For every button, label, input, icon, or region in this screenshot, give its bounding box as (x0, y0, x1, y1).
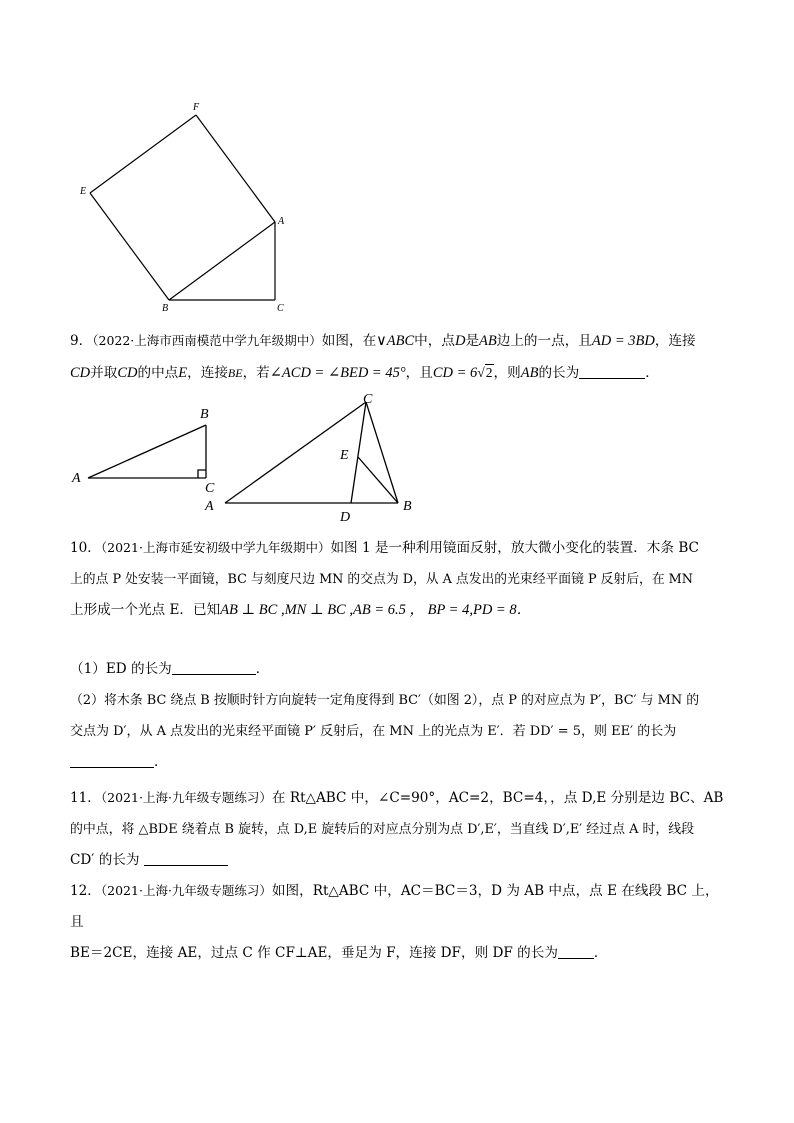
q11-source: （2021·上海·九年级专题练习） (100, 790, 272, 805)
q10-text: ． (154, 754, 168, 770)
label-E: E (340, 448, 349, 463)
q9-sqrt-radicand: 2 (485, 365, 493, 380)
q10-sub2-text: 交点为 D′，从 A 点发出的光束经平面镜 P′ 反射后，在 MN 上的光点为 E′．若 DD′ = 5，则 EE′ 的长为 (70, 724, 677, 739)
q9-line-1 (70, 325, 726, 357)
q9-equation: CD = 6 (432, 365, 478, 381)
q10-sub-2-line-2 (70, 716, 726, 747)
q9-text: ，连接 (654, 333, 696, 349)
square-lines (90, 115, 275, 300)
q10-sub-1 (70, 654, 726, 685)
q11-text: CD′ 的长为 (70, 852, 140, 868)
q9-text: ，连接 (187, 365, 228, 381)
q9-var: AB (520, 365, 539, 381)
q10-sub2-answer-blank[interactable] (70, 753, 154, 768)
q10-given: AB ⊥ BC ,MN ⊥ BC ,AB = 6.5 ， BP = 4,PD = 8． (220, 602, 532, 618)
q10-sub1-answer-blank[interactable] (172, 660, 256, 675)
label-A: A (205, 499, 214, 514)
q9-sqrt: √2 (477, 365, 493, 380)
q11-line-1 (70, 782, 726, 814)
label-D: D (340, 510, 351, 525)
q10-number: 10． (70, 540, 101, 556)
q9-text: 边上的一点，且 (496, 333, 592, 349)
q12-line-1 (70, 875, 726, 938)
q12-text: 如图，Rt△ABC 中，AC＝BC＝3，D 为 AB 中点，点 E 在线段 BC 上，且 (70, 883, 719, 930)
label-C: C (205, 481, 215, 496)
q9-text: 的中点 (137, 365, 179, 381)
q12-answer-blank[interactable] (558, 944, 594, 959)
q9-triangle: ∨ABC (376, 333, 415, 349)
question-9 (70, 325, 726, 389)
q9-var: D (454, 333, 466, 349)
q10-sub-2 (70, 685, 726, 716)
q10-text: 上的点 P 处安装一平面镜，BC 与刻度尺边 MN 的交点为 D，从 A 点发出的光束经平面镜 P 反射后，在 MN (70, 572, 693, 587)
label-B: B (200, 407, 209, 422)
label-C: C (363, 392, 373, 407)
q11-text: 在 Rt△ABC 中，∠C=90°，AC=2，BC=4，，点 D,E 分别是边 BC、AB (271, 790, 724, 806)
label-A: A (278, 216, 285, 227)
q9-text: 的长为 (538, 365, 580, 381)
q10-sub1-text: （1）ED 的长为 (70, 661, 172, 677)
q10-sub2-text: （2）将木条 BC 绕点 B 按顺时针方向旋转一定角度得到 BC′（如图 2），点 P 的对应点为 P′，BC′ 与 MN 的 (70, 693, 700, 708)
q10-text: 如图 1 是一种利用镜面反射，放大微小变化的装置．木条 BC (330, 540, 699, 556)
q12-text: ． (593, 945, 608, 961)
question-10 (70, 532, 726, 778)
q9-source: （2022·上海市西南模范中学九年级期中） (92, 333, 322, 348)
label-E: E (80, 186, 87, 197)
q9-answer-blank[interactable] (579, 364, 645, 379)
q9-var: BE (227, 366, 243, 380)
q10-text: 上形成一个光点 E．已知 (70, 602, 221, 618)
label-B: B (403, 499, 412, 514)
q9-right-lines (225, 402, 398, 503)
q11-line-2 (70, 814, 726, 845)
q11-line-3 (70, 845, 726, 876)
q12-number: 12． (70, 883, 101, 899)
q9-text: ，若 (242, 365, 270, 381)
q12-source: （2021·上海·九年级专题练习） (100, 883, 272, 898)
q11-text: 的中点，将 △BDE 绕着点 B 旋转，点 D,E 旋转后的对应点分别为点 D′,E′，当直线 D′,E′ 经过点 A 时，线段 (70, 822, 695, 837)
q11-number: 11． (70, 790, 101, 806)
q10-line-2 (70, 564, 726, 595)
q10-line-3 (70, 595, 726, 626)
q9-var: E (178, 365, 188, 381)
q9-text: ，则 (493, 365, 521, 381)
q9-text: 是 (465, 333, 480, 349)
q9-number: 9． (70, 333, 93, 349)
figure-square-on-hypotenuse (70, 95, 310, 325)
q10-line-1 (70, 532, 726, 564)
q9-text: ，且 (405, 365, 433, 381)
label-A: A (72, 471, 81, 486)
q9-equation: ∠ACD = ∠BED = 45° (269, 365, 406, 381)
q10-sub-2-line-3 (70, 747, 726, 778)
question-11 (70, 782, 726, 876)
label-B: B (162, 303, 169, 314)
q9-equation: AD = 3BD (591, 333, 655, 349)
q9-var: AB (479, 333, 497, 349)
q9-text: ． (645, 365, 659, 381)
q11-answer-blank[interactable] (144, 851, 228, 866)
q10-text: ． (255, 661, 270, 677)
label-C: C (277, 303, 284, 314)
label-F: F (193, 102, 200, 113)
q10-source: （2021·上海市延安初级中学九年级期中） (100, 540, 331, 555)
q9-left-lines (88, 425, 206, 478)
figure-q9-triangle (200, 385, 430, 525)
q9-text: 并取 (90, 365, 118, 381)
q9-var: CD (117, 365, 138, 381)
q9-text: 如图，在 (321, 333, 377, 349)
q10-spacer (70, 626, 726, 654)
q9-text: 中，点 (414, 333, 455, 349)
q12-line-2 (70, 938, 726, 969)
q12-text: BE＝2CE，连接 AE，过点 C 作 CF⊥AE，垂足为 F，连接 DF，则 DF 的长为 (70, 945, 558, 961)
question-12 (70, 875, 726, 969)
q9-var: CD (70, 365, 91, 381)
